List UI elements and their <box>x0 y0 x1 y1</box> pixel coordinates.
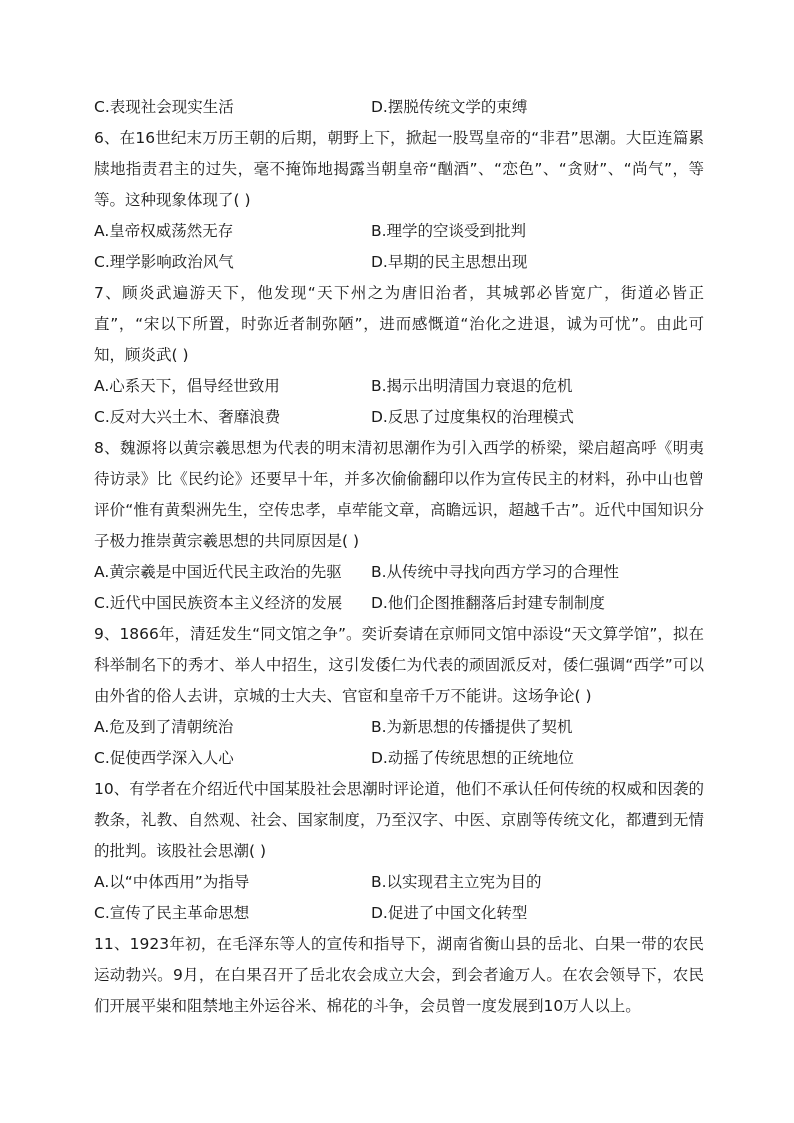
exam-page <box>94 92 704 1022</box>
q6-options-ab <box>94 216 704 247</box>
q11-stem: 11、1923年初，在毛泽东等人的宣传和指导下，湖南省衡山县的岳北、白果一带的农民运动勃兴。9月，在白果召开了岳北农会成立大会，到会者逾万人。在农会领导下，农民们开展平粜和阻禁地主外运谷米、棉花的斗争，会员曾一度发展到10万人以上。 <box>94 935 704 1015</box>
q7-options-cd <box>94 402 704 433</box>
q9-option-d: D.动摇了传统思想的正统地位 <box>371 749 574 767</box>
q10-option-a: A.以“中体西用”为指导 <box>94 873 250 891</box>
q7-option-b: B.揭示出明清国力衰退的危机 <box>371 377 573 395</box>
q6-option-a: A.皇帝权威荡然无存 <box>94 222 234 240</box>
q8-option-d: D.他们企图推翻落后封建专制制度 <box>371 594 605 612</box>
q6-option-c: C.理学影响政治风气 <box>94 253 234 271</box>
q8-option-a: A.黄宗羲是中国近代民主政治的先驱 <box>94 563 342 581</box>
q8-options-ab <box>94 557 704 588</box>
q6-option-d: D.早期的民主思想出现 <box>371 253 528 271</box>
q5-options-cd <box>94 92 704 123</box>
q9-options-ab <box>94 712 704 743</box>
q9-options-cd <box>94 743 704 774</box>
q5-option-c: C.表现社会现实生活 <box>94 98 234 116</box>
q10-option-d: D.促进了中国文化转型 <box>371 904 528 922</box>
q9-option-a: A.危及到了清朝统治 <box>94 718 234 736</box>
q9-option-c: C.促使西学深入人心 <box>94 749 234 767</box>
q7-stem: 7、顾炎武遍游天下，他发现“天下州之为唐旧治者，其城郭必皆宽广，街道必皆正直”，“宋以下所置，时弥近者制弥陋”，进而感慨道“治化之进退，诚为可忧”。由此可知，顾炎武( ) <box>94 284 704 364</box>
q10-option-c: C.宣传了民主革命思想 <box>94 904 250 922</box>
q6-options-cd <box>94 247 704 278</box>
q10-options-cd <box>94 898 704 929</box>
q6-option-b: B.理学的空谈受到批判 <box>371 222 527 240</box>
q7-option-c: C.反对大兴土木、奢靡浪费 <box>94 408 281 426</box>
q8-option-c: C.近代中国民族资本主义经济的发展 <box>94 594 343 612</box>
q9-stem: 9、1866年，清廷发生“同文馆之争”。奕䜣奏请在京师同文馆中添设“天文算学馆”，拟在科举制名下的秀才、举人中招生，这引发倭仁为代表的顽固派反对，倭仁强调“西学”可以由外省的俗人去讲，京城的士大夫、官宦和皇帝千万不能讲。这场争论( ) <box>94 625 704 705</box>
q10-option-b: B.以实现君主立宪为目的 <box>371 873 542 891</box>
q6-stem: 6、在16世纪末万历王朝的后期，朝野上下，掀起一股骂皇帝的“非君”思潮。大臣连篇累牍地指责君主的过失，毫不掩饰地揭露当朝皇帝“酗酒”、“恋色”、“贪财”、“尚气”，等等。这种现象体现了( ) <box>94 129 704 209</box>
q8-options-cd <box>94 588 704 619</box>
q10-options-ab <box>94 867 704 898</box>
q8-stem: 8、魏源将以黄宗羲思想为代表的明末清初思潮作为引入西学的桥梁，梁启超高呼《明夷待访录》比《民约论》还要早十年，并多次偷偷翻印以作为宣传民主的材料，孙中山也曾评价“惟有黄梨洲先生，空传忠孝，卓荦能文章，高瞻远识，超越千古”。近代中国知识分子极力推崇黄宗羲思想的共同原因是( ) <box>94 439 704 550</box>
q7-options-ab <box>94 371 704 402</box>
q7-option-a: A.心系天下，倡导经世致用 <box>94 377 280 395</box>
q7-option-d: D.反思了过度集权的治理模式 <box>371 408 574 426</box>
q10-stem: 10、有学者在介绍近代中国某股社会思潮时评论道，他们不承认任何传统的权威和因袭的教条，礼教、自然观、社会、国家制度，乃至汉字、中医、京剧等传统文化，都遭到无情的批判。该股社会思潮( ) <box>94 780 704 860</box>
q9-option-b: B.为新思想的传播提供了契机 <box>371 718 573 736</box>
q5-option-d: D.摆脱传统文学的束缚 <box>371 98 528 116</box>
q8-option-b: B.从传统中寻找向西方学习的合理性 <box>371 563 620 581</box>
